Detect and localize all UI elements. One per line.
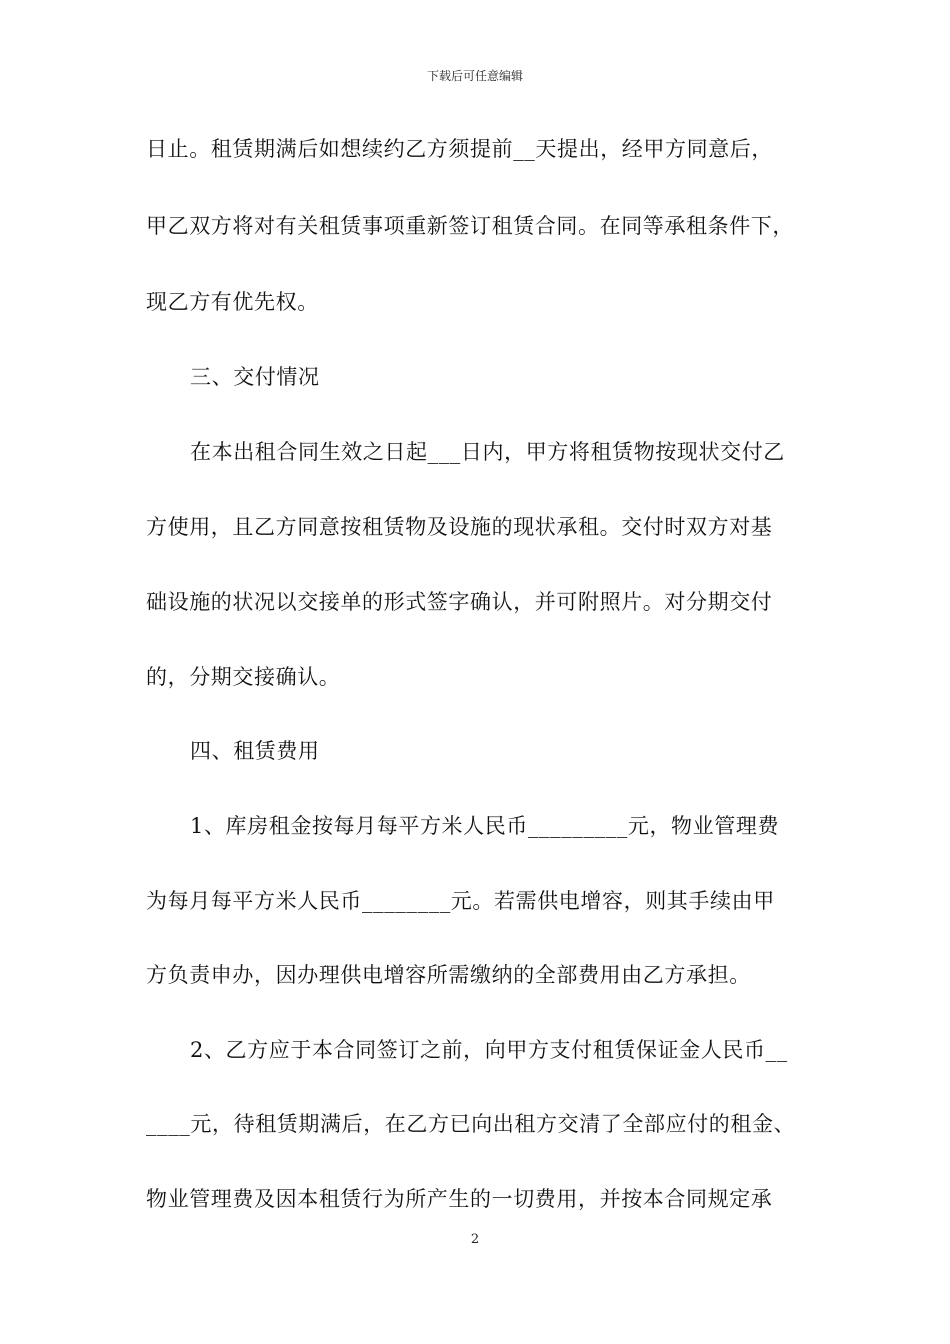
section-heading-delivery: 三、交付情况 (190, 365, 320, 389)
body-text-line: 2、乙方应于本合同签订之前，向甲方支付租赁保证金人民币__ (190, 1038, 788, 1062)
body-text-line: 物业管理费及因本租赁行为所产生的一切费用，并按本合同规定承 (146, 1187, 773, 1211)
body-text-line: ____元，待租赁期满后，在乙方已向出租方交清了全部应付的租金、 (146, 1112, 796, 1136)
page-number: 2 (470, 1232, 480, 1247)
body-text-line: 方负责申办，因办理供电增容所需缴纳的全部费用由乙方承担。 (146, 963, 751, 987)
body-text-line: 1、库房租金按每月每平方米人民币_________元，物业管理费 (190, 814, 780, 838)
body-text-line: 现乙方有优先权。 (146, 290, 319, 314)
body-text-line: 方使用，且乙方同意按租赁物及设施的现状承租。交付时双方对基 (146, 515, 773, 539)
body-text-line: 础设施的状况以交接单的形式签字确认，并可附照片。对分期交付 (146, 590, 773, 614)
body-text-line: 日止。租赁期满后如想续约乙方须提前__天提出，经甲方同意后， (146, 137, 773, 161)
header-note: 下载后可任意编辑 (426, 69, 523, 83)
body-text-line: 甲乙双方将对有关租赁事项重新签订租赁合同。在同等承租条件下， (146, 214, 794, 238)
body-text-line: 为每月每平方米人民币________元。若需供电增容，则其手续由甲 (146, 889, 775, 913)
section-heading-rental-fees: 四、租赁费用 (190, 739, 320, 763)
body-text-line: 在本出租合同生效之日起___日内，甲方将租赁物按现状交付乙 (190, 440, 785, 464)
body-text-line: 的，分期交接确认。 (146, 665, 341, 689)
